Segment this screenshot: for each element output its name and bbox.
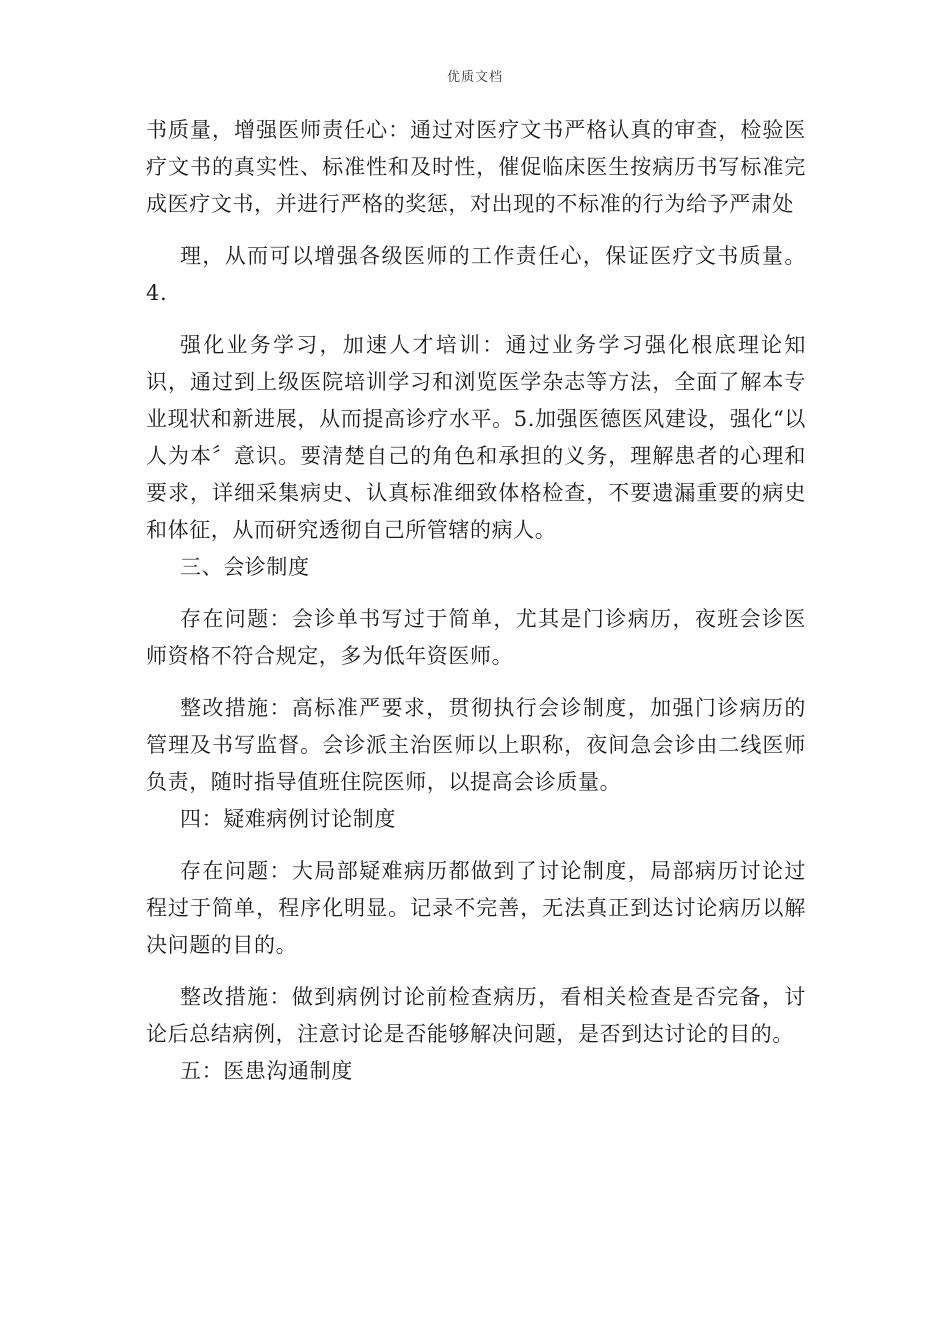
section-heading-difficult-cases: 四：疑难病例讨论制度 xyxy=(180,807,396,831)
paragraph-consultation-measures: 整改措施：高标准严要求，贯彻执行会诊制度，加强门诊病历的管理及书写监督。会诊派主治医师以上职称，夜间急会诊由二线医师负责，随时指导值班住院医师，以提高会诊质量。 xyxy=(146,696,806,794)
page-header: 优质文档 xyxy=(446,70,503,85)
section-heading-consultation: 三、会诊制度 xyxy=(180,555,310,579)
paragraph-difficult-cases-problem: 存在问题：大局部疑难病历都做到了讨论制度，局部病历讨论过程过于简单，程序化明显。记录不完善，无法真正到达讨论病历以解决问题的目的。 xyxy=(146,859,806,957)
paragraph-continuation: 书质量，增强医师责任心：通过对医疗文书严格认真的审查，检验医疗文书的真实性、标准性和及时性，催促临床医生按病历书写标准完成医疗文书，并进行严格的奖惩，对出现的不标准的行为给予严肃处 xyxy=(146,118,806,216)
section-heading-communication: 五：医患沟通制度 xyxy=(180,1059,353,1083)
paragraph-consultation-problem: 存在问题：会诊单书写过于简单，尤其是门诊病历，夜班会诊医师资格不符合规定，多为低年资医师。 xyxy=(146,607,806,668)
paragraph-business-study: 强化业务学习，加速人才培训：通过业务学习强化根底理论知识，通过到上级医院培训学习和浏览医学杂志等方法，全面了解本专业现状和新进展，从而提高诊疗水平。5.加强医德医风建设，强化“以人为本〞意识。要清楚自己的角色和承担的义务，理解患者的心理和要求，详细采集病史、认真标准细致体格检查，不要遗漏重要的病史和体征，从而研究透彻自己所管辖的病人。 xyxy=(146,333,806,542)
document-body xyxy=(146,112,806,1090)
paragraph-4-intro: 理，从而可以增强各级医师的工作责任心，保证医疗文书质量。4. xyxy=(146,244,806,305)
paragraph-difficult-cases-measures: 整改措施：做到病例讨论前检查病历，看相关检查是否完备，讨论后总结病例，注意讨论是否能够解决问题，是否到达讨论的目的。 xyxy=(146,985,806,1046)
